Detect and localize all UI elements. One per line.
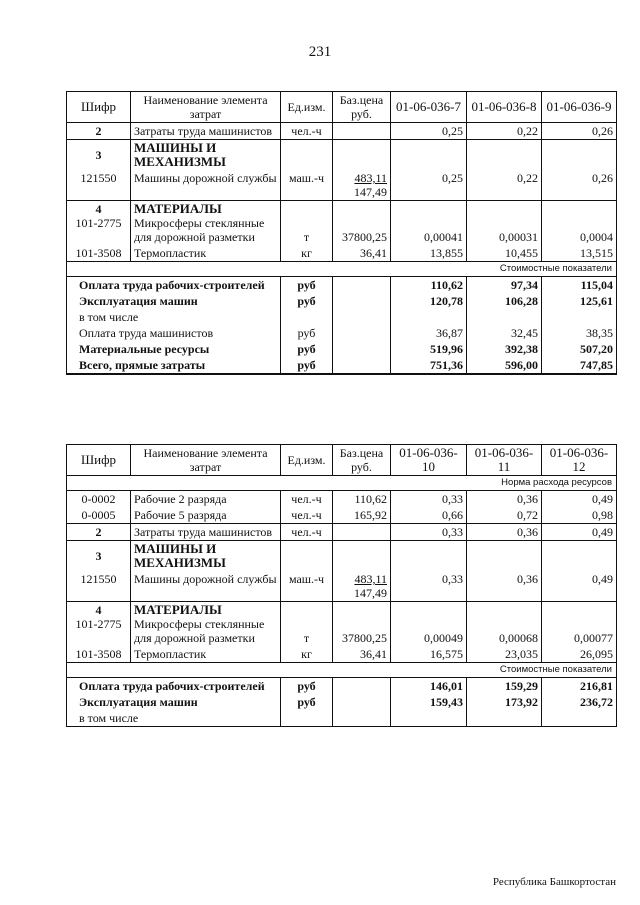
estimate-table-2: [66, 444, 617, 727]
cost-value: 32,45: [467, 325, 542, 341]
row-name: МАТЕРИАЛЫ Микросферы стеклянные для дорожной разметки: [131, 201, 281, 246]
row-value: 0,49: [542, 491, 617, 508]
row-name: Машины дорожной службы: [131, 571, 281, 602]
row-price: [333, 123, 391, 140]
cost-row: [67, 357, 617, 374]
row-code: 101-2775: [75, 617, 122, 631]
cost-value: 36,87: [391, 325, 467, 341]
row-price: 36,41: [333, 245, 391, 262]
cost-name: Материальные ресурсы: [67, 341, 281, 357]
row-price: 37800,25: [333, 602, 391, 647]
cost-value: 216,81: [542, 678, 617, 695]
cost-indicators-caption: Стоимостные показатели: [67, 262, 617, 277]
row-unit: кг: [281, 245, 333, 262]
cost-unit: руб: [281, 277, 333, 294]
cost-value: 106,28: [467, 293, 542, 309]
header-column: 01-06-036-7: [391, 92, 467, 123]
page-number: 231: [308, 44, 332, 60]
row-unit: чел.-ч: [281, 507, 333, 524]
section-title: МАТЕРИАЛЫ: [134, 201, 222, 216]
row-value: 0,22: [467, 123, 542, 140]
row-code: 2: [67, 123, 131, 140]
table-row: [67, 646, 617, 663]
cost-value: 596,00: [467, 357, 542, 374]
cost-value: 519,96: [391, 341, 467, 357]
section-row: [67, 602, 617, 647]
row-value: 10,455: [467, 245, 542, 262]
caption-row: [67, 476, 617, 491]
row-value: 0,33: [391, 571, 467, 602]
row-value: 13,855: [391, 245, 467, 262]
table-row: [67, 491, 617, 508]
price-value: 483,11: [354, 171, 387, 185]
row-value: 0,00041: [391, 201, 467, 246]
cost-value: 97,34: [467, 277, 542, 294]
row-value: 0,25: [391, 170, 467, 201]
cost-value: 38,35: [542, 325, 617, 341]
row-code: 121550: [67, 571, 131, 602]
cost-value: 159,29: [467, 678, 542, 695]
cost-value: 173,92: [467, 694, 542, 710]
row-value: 0,00077: [542, 602, 617, 647]
table-row: [67, 524, 617, 541]
row-unit: чел.-ч: [281, 524, 333, 541]
row-value: 23,035: [467, 646, 542, 663]
cost-value: 110,62: [391, 277, 467, 294]
row-value: 0,33: [391, 524, 467, 541]
cost-row: [67, 678, 617, 695]
row-code: 2: [67, 524, 131, 541]
row-price: 165,92: [333, 507, 391, 524]
cost-value: 392,38: [467, 341, 542, 357]
section-row: [67, 140, 617, 171]
row-unit: т: [281, 201, 333, 246]
cost-value: 115,04: [542, 277, 617, 294]
header-column: 01-06-036-10: [391, 445, 467, 476]
row-value: 0,26: [542, 170, 617, 201]
cost-name: Эксплуатация машин: [67, 694, 281, 710]
cost-name: Всего, прямые затраты: [67, 357, 281, 374]
row-price: 110,62: [333, 491, 391, 508]
row-value: 0,36: [467, 571, 542, 602]
header-column: 01-06-036-8: [467, 92, 542, 123]
cost-row: [67, 309, 617, 325]
row-unit: чел.-ч: [281, 491, 333, 508]
cost-value: 236,72: [542, 694, 617, 710]
estimate-table-1: [66, 91, 617, 375]
row-value: 0,98: [542, 507, 617, 524]
row-name: Затраты труда машинистов: [131, 123, 281, 140]
row-value: 0,66: [391, 507, 467, 524]
cost-name: Эксплуатация машин: [67, 293, 281, 309]
cost-row: [67, 277, 617, 294]
row-value: 0,22: [467, 170, 542, 201]
header-code: Шифр: [67, 445, 131, 476]
table-header-row: [67, 445, 617, 476]
price-value: 147,49: [354, 586, 387, 600]
section-code: 3: [67, 140, 131, 171]
cost-row: [67, 341, 617, 357]
table-row: [67, 507, 617, 524]
row-name: Рабочие 2 разряда: [131, 491, 281, 508]
cost-unit: руб: [281, 293, 333, 309]
row-code: 101-2775: [75, 216, 122, 230]
row-unit: маш.-ч: [281, 170, 333, 201]
row-value: 13,515: [542, 245, 617, 262]
cost-value: 751,36: [391, 357, 467, 374]
row-name: Затраты труда машинистов: [131, 524, 281, 541]
row-value: 0,36: [467, 491, 542, 508]
row-value: 26,095: [542, 646, 617, 663]
cost-value: 507,20: [542, 341, 617, 357]
cost-row: [67, 710, 617, 727]
section-title: МАШИНЫ И МЕХАНИЗМЫ: [131, 541, 281, 572]
header-unit: Ед.изм.: [281, 92, 333, 123]
header-column: 01-06-036-12: [542, 445, 617, 476]
header-name: Наименование элемента затрат: [131, 445, 281, 476]
cost-row: [67, 325, 617, 341]
row-code: 121550: [67, 170, 131, 201]
section-row: [67, 541, 617, 572]
price-value: 483,11: [354, 572, 387, 586]
row-code: 101-3508: [67, 646, 131, 663]
row-unit: кг: [281, 646, 333, 663]
row-value: 0,72: [467, 507, 542, 524]
resource-norm-caption: Норма расхода ресурсов: [67, 476, 617, 491]
row-value: 0,49: [542, 571, 617, 602]
row-value: 0,25: [391, 123, 467, 140]
table-row: [67, 170, 617, 201]
header-code: Шифр: [67, 92, 131, 123]
row-price: 36,41: [333, 646, 391, 663]
caption-row: [67, 663, 617, 678]
row-unit: маш.-ч: [281, 571, 333, 602]
cost-indicators-caption: Стоимостные показатели: [67, 663, 617, 678]
cost-row: [67, 694, 617, 710]
section-title: МАШИНЫ И МЕХАНИЗМЫ: [131, 140, 281, 171]
cost-name: в том числе: [67, 710, 281, 727]
row-code: 0-0005: [67, 507, 131, 524]
row-value: 0,0004: [542, 201, 617, 246]
row-name: МАТЕРИАЛЫ Микросферы стеклянные для дорожной разметки: [131, 602, 281, 647]
cost-unit: руб: [281, 325, 333, 341]
row-name: Термопластик: [131, 646, 281, 663]
section-row: [67, 201, 617, 246]
row-code: 101-3508: [67, 245, 131, 262]
table-row: [67, 571, 617, 602]
cost-value: 125,61: [542, 293, 617, 309]
header-column: 01-06-036-11: [467, 445, 542, 476]
row-value: 0,36: [467, 524, 542, 541]
row-price: 37800,25: [333, 201, 391, 246]
row-code: 0-0002: [67, 491, 131, 508]
cost-unit: руб: [281, 357, 333, 374]
cost-value: 159,43: [391, 694, 467, 710]
header-name: Наименование элемента затрат: [131, 92, 281, 123]
cost-value: 120,78: [391, 293, 467, 309]
cost-row: [67, 293, 617, 309]
header-column: 01-06-036-9: [542, 92, 617, 123]
footer-region: Республика Башкортостан: [492, 876, 616, 888]
cost-name: Оплата труда рабочих-строителей: [67, 277, 281, 294]
row-value: 0,00031: [467, 201, 542, 246]
section-code: 3: [67, 541, 131, 572]
row-value: 0,00068: [467, 602, 542, 647]
row-value: 0,49: [542, 524, 617, 541]
caption-row: [67, 262, 617, 277]
row-price: [333, 571, 391, 602]
row-value: 16,575: [391, 646, 467, 663]
cost-unit: руб: [281, 678, 333, 695]
row-unit: т: [281, 602, 333, 647]
row-name: Термопластик: [131, 245, 281, 262]
row-price: [333, 170, 391, 201]
section-code: 4 101-2775: [67, 602, 131, 647]
cost-name: в том числе: [67, 309, 281, 325]
cost-unit: руб: [281, 694, 333, 710]
table-header-row: [67, 92, 617, 123]
cost-value: 146,01: [391, 678, 467, 695]
cost-value: 747,85: [542, 357, 617, 374]
section-title: МАТЕРИАЛЫ: [134, 602, 222, 617]
row-unit: чел.-ч: [281, 123, 333, 140]
header-base-price: Баз.цена руб.: [333, 92, 391, 123]
header-base-price: Баз.цена руб.: [333, 445, 391, 476]
cost-name: Оплата труда машинистов: [67, 325, 281, 341]
table-row: [67, 245, 617, 262]
row-value: 0,26: [542, 123, 617, 140]
header-unit: Ед.изм.: [281, 445, 333, 476]
row-name: Рабочие 5 разряда: [131, 507, 281, 524]
price-value: 147,49: [354, 185, 387, 199]
row-value: 0,00049: [391, 602, 467, 647]
cost-name: Оплата труда рабочих-строителей: [67, 678, 281, 695]
row-value: 0,33: [391, 491, 467, 508]
table-row: [67, 123, 617, 140]
section-code: 4 101-2775: [67, 201, 131, 246]
row-name: Машины дорожной службы: [131, 170, 281, 201]
cost-unit: руб: [281, 341, 333, 357]
